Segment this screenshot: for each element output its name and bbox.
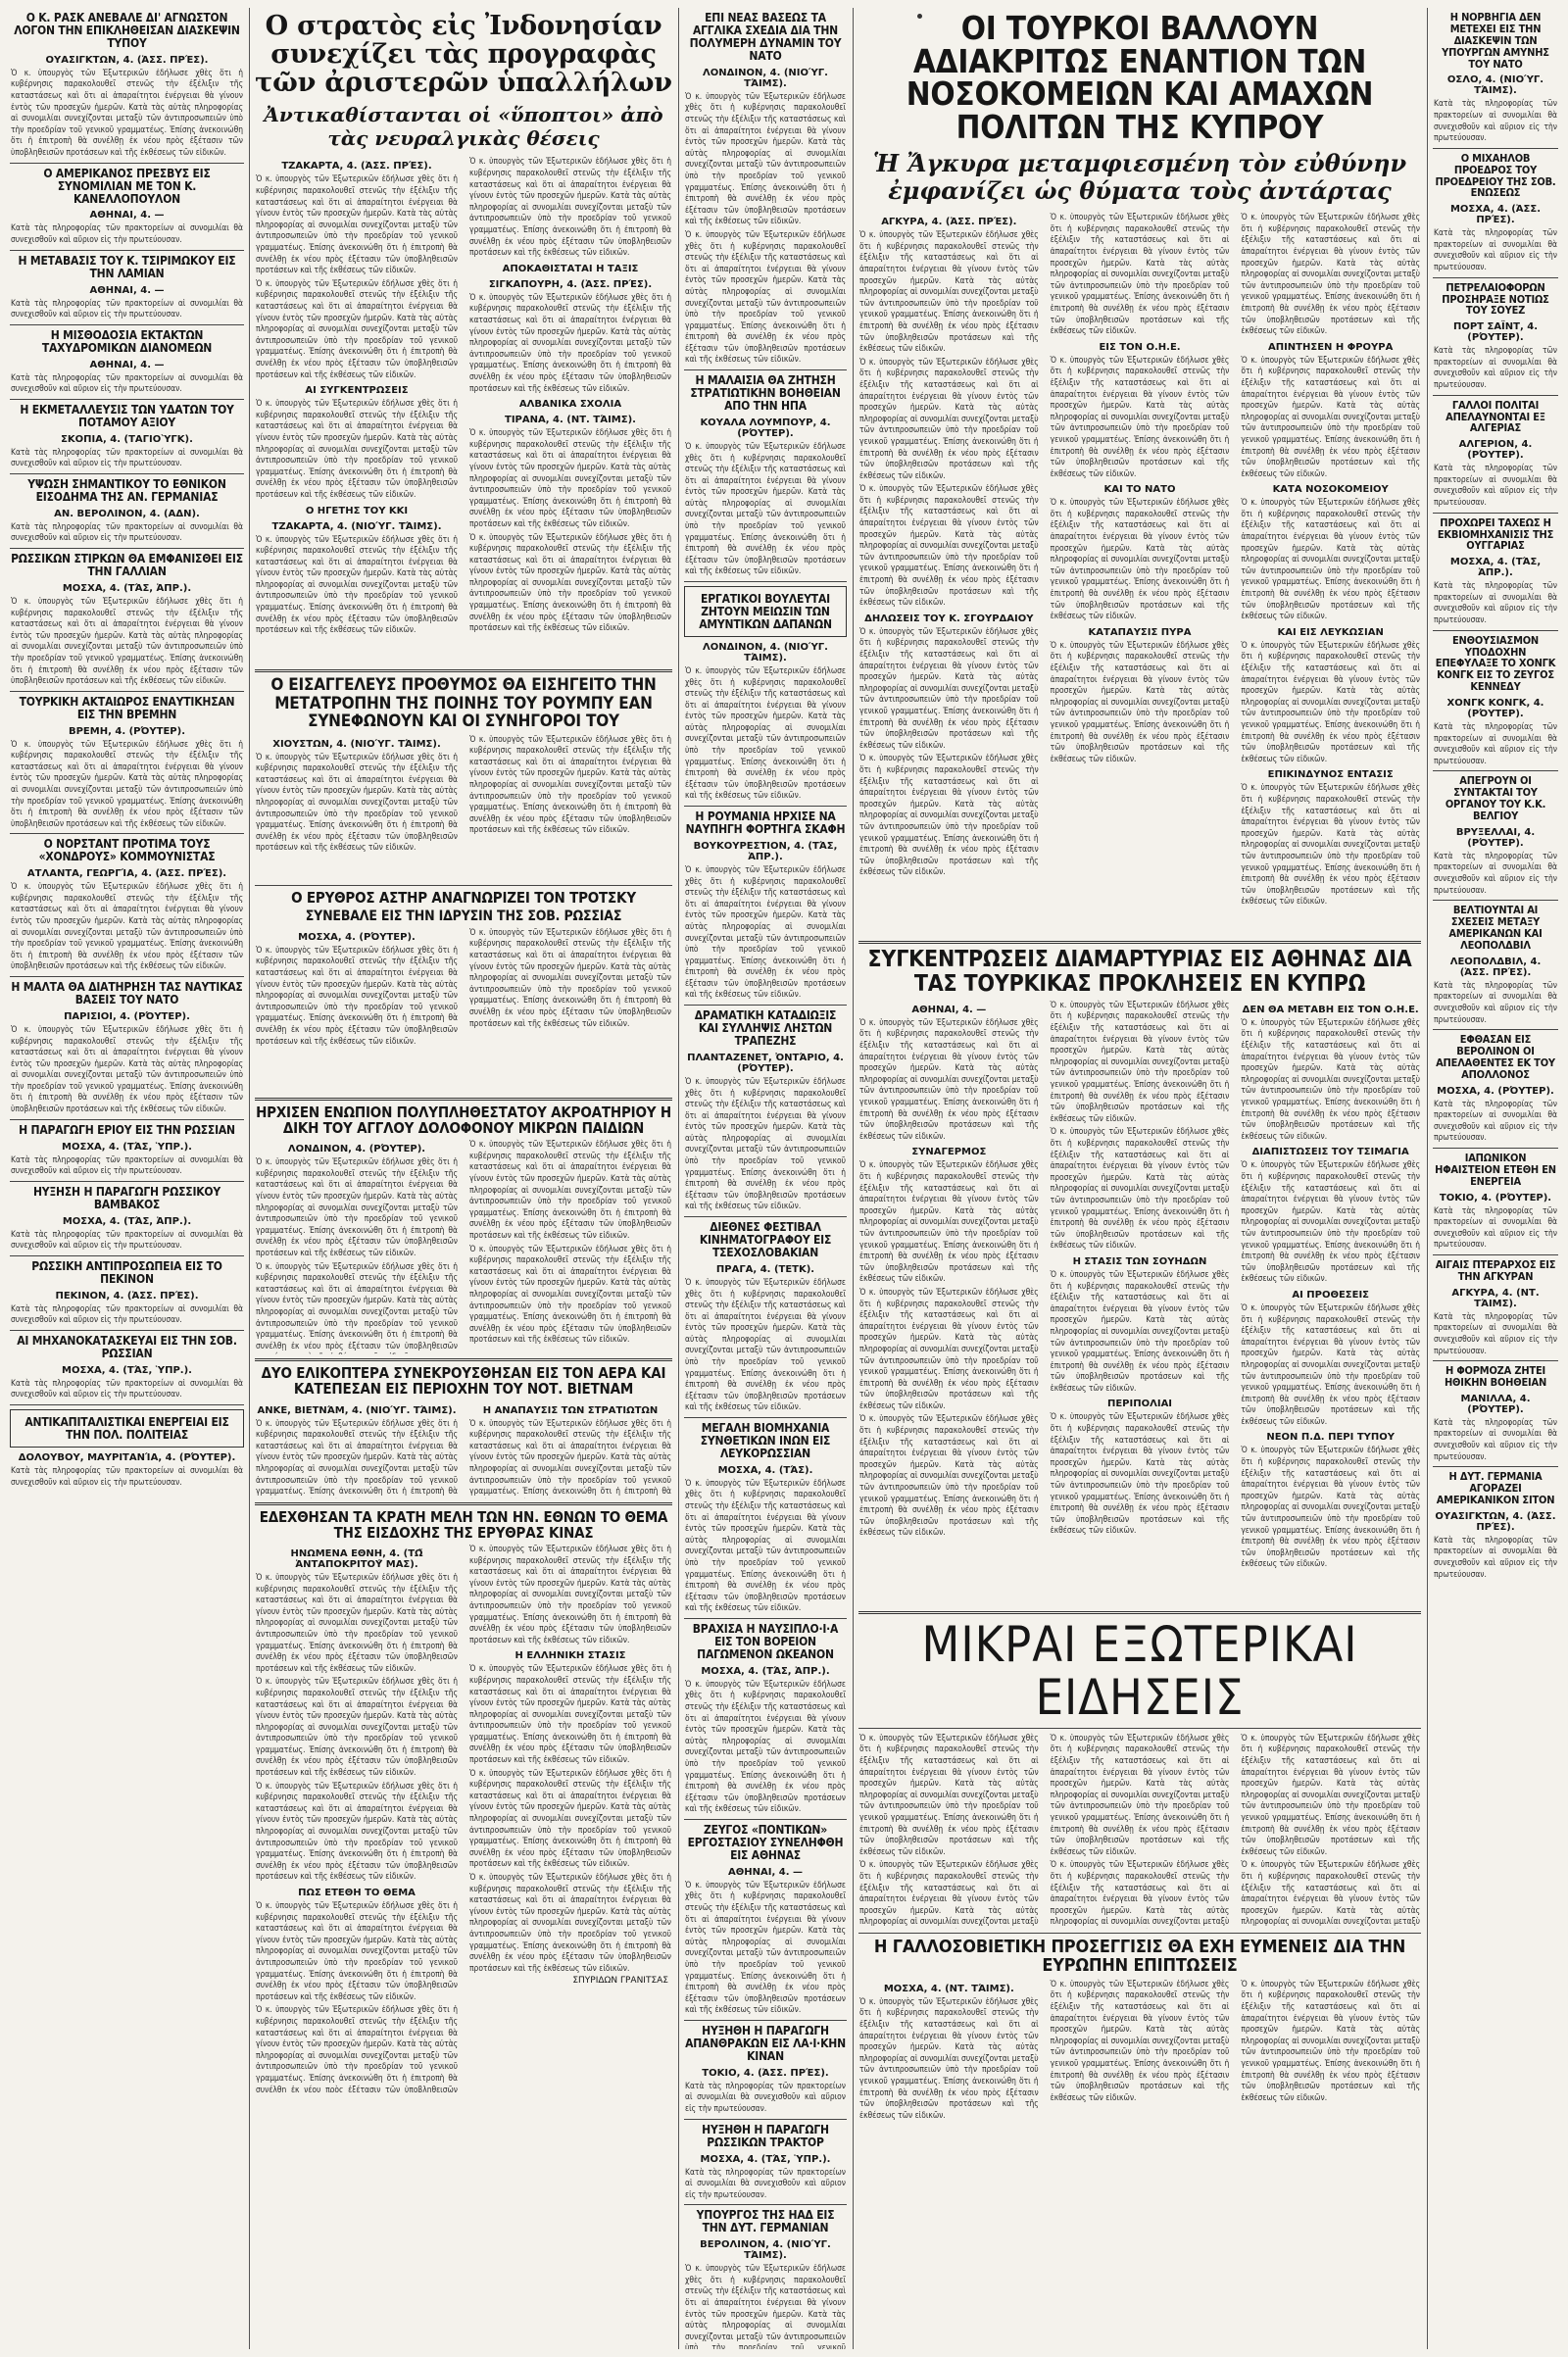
article-text [1241, 1159, 1420, 1285]
article-text [1434, 1417, 1557, 1462]
section-heading: ΕΠΙΚΙΝΔΥΝΟΣ ΕΝΤΑΣΙΣ [1267, 769, 1394, 781]
article-text [256, 1781, 458, 1883]
article-text [1241, 1302, 1420, 1428]
headline: ΥΨΩΣΗ ΣΗΜΑΝΤΙΚΟΥ ΤΟ ΕΘΝΙΚΟΝ ΕΙΣΟΔΗΜΑ ΤΗΣ ΑΝ. ΓΕΡΜΑΝΙΑΣ [27, 476, 226, 504]
article-text [1434, 721, 1557, 766]
headline: ΒΡΑΧΙΣΑ Η ΝΑΥΣΙΠΛΟ·Ι·Α ΕΙΣ ΤΟΝ ΒΟΡΕΙΟΝ ΠΑΓΩΜΕΝΟΝ ΩΚΕΑΝΟΝ [692, 1622, 839, 1661]
article-text [256, 173, 458, 275]
article-text [859, 1159, 1039, 1285]
article-columns [253, 156, 674, 665]
article-text [469, 927, 671, 1029]
article-text [256, 945, 458, 1047]
article-text [1241, 1733, 1420, 1858]
boxed-item [684, 586, 847, 637]
section-heading: ΠΩΣ ΕΤΕΘΗ ΤΟ ΘΕΜΑ [298, 1888, 416, 1898]
column-rule [678, 8, 679, 2349]
article-text [469, 1663, 671, 1765]
article-columns [253, 1139, 674, 1354]
article-text [685, 2081, 846, 2115]
article-text [1241, 212, 1420, 337]
dateline: ΛΟΝΔΙΝΟΝ, 4. (ΡΌΥΤΕΡ). [287, 1144, 426, 1155]
article-text [11, 298, 243, 320]
boxed-item [10, 1409, 244, 1448]
article-columns [253, 734, 674, 881]
article-text [1051, 212, 1230, 337]
dateline: ΤΖΑΚΑΡΤΑ, 4. (ΝΙΟΎΓ. ΤΆΙΜΣ). [271, 520, 442, 532]
section-heading: Ο ΗΓΕΤΗΣ ΤΟΥ ΚΚΙ [305, 505, 409, 516]
newspaper-page [8, 8, 1560, 2349]
headline: ΔΥΟ ΕΛΙΚΟΠΤΕΡΑ ΣΥΝΕΚΡΟΥΣΘΗΣΑΝ ΕΙΣ ΤΟΝ ΑΕΡΑ ΚΑΙ ΚΑΤΕΠΕΣΑΝ ΕΙΣ ΠΕΡΙΟΧΗΝ ΤΟΥ ΝΟΤ. ΒΙΕΤΝΑΜ [261, 1364, 666, 1399]
headline: Ο ΕΡΥΘΡΟΣ ΑΣΤΗΡ ΑΝΑΓΝΩΡΙΖΕΙ ΤΟΝ ΤΡΟΤΣΚΥ [291, 888, 636, 907]
dateline: ΤΟΚΙΟ, 4. (ἈΣΣ. ΠΡΈΣ). [702, 2067, 829, 2079]
article-text [469, 1768, 671, 1870]
section-heading: ΔΙΑΠΙΣΤΩΣΕΙΣ ΤΟΥ ΤΣΙΜΑΓΙΑ [1251, 1147, 1409, 1158]
section-heading: ΔΗΛΩΣΕΙΣ ΤΟΥ Κ. ΣΓΟΥΡΔΑΙΟΥ [864, 613, 1034, 624]
article-text [1051, 355, 1230, 480]
article-text [685, 1880, 846, 2016]
article-text [11, 1465, 243, 1488]
article-text [469, 1244, 671, 1346]
article-text [469, 1872, 671, 1974]
article-text [469, 734, 671, 836]
headline: Ο ΕΙΣΑΓΓΕΛΕΥΣ ΠΡΟΘΥΜΟΣ ΘΑ ΕΙΣΗΓΕΙΤΟ ΤΗΝ ΜΕΤΑΤΡΟΠΗΝ ΤΗΣ ΠΟΙΝΗΣ ΤΟΥ ΡΟΥΜΠΥ ΕΑΝ ΣΥΝΕΦΩΝΟΥΝ ΚΑΙ ΟΙ ΣΥΝΗΓΟΡΟΙ ΤΟΥ [270, 675, 657, 732]
article-text [11, 1378, 243, 1400]
headline: ΜΕΓΑΛΗ ΒΙΟΜΗΧΑΝΙΑ ΣΥΝΘΕΤΙΚΩΝ ΙΝΩΝ ΕΙΣ ΛΕΥΚΟΡΩΣΣΙΑΝ [700, 1421, 831, 1460]
headline: Η ΜΙΣΘΟΔΟΣΙΑ ΕΚΤΑΚΤΩΝ ΤΑΧΥΔΡΟΜΙΚΩΝ ΔΙΑΝΟΜΕΩΝ [41, 327, 213, 355]
column-rule [249, 8, 250, 2349]
dateline: ΟΥΑΣΙΓΚΤΩΝ, 4. (ἈΣΣ. ΠΡΈΣ). [1435, 1510, 1556, 1533]
dateline: ΑΝΚΕ, ΒΙΕΤΝΆΜ, 4. (ΝΙΟΎΓ. ΤΆΙΜΣ). [257, 1404, 457, 1416]
article-text [469, 1418, 671, 1498]
article-text [11, 881, 243, 972]
dateline: ΠΟΡΤ ΣΑΪΝΤ, 4. (ΡΌΥΤΕΡ). [1452, 321, 1539, 344]
article-text [1051, 497, 1230, 622]
dateline: ΜΟΣΧΑ, 4. (ΝΤ. ΤΆΙΜΣ). [883, 1983, 1014, 1994]
headline: ΗΡΧΙΣΕΝ ΕΝΩΠΙΟΝ ΠΟΛΥΠΛΗΘΕΣΤΑΤΟΥ ΑΚΡΟΑΤΗΡΙΟΥ Η ΔΙΚΗ ΤΟΥ ΑΓΓΛΟΥ ΔΟΛΟΦΟΝΟΥ ΜΙΚΡΩΝ ΠΑΙΔΙΩΝ [256, 1103, 671, 1138]
dateline: ΑΛΓΕΡΙΟΝ, 4. (ΡΌΥΤΕΡ). [1458, 439, 1533, 462]
section-heading: ΚΑΤΑ ΝΟΣΟΚΟΜΕΙΟΥ [1272, 484, 1389, 496]
article-text [11, 1024, 243, 1115]
article-text [685, 2167, 846, 2201]
article-text [1241, 1017, 1420, 1143]
headline: ΖΕΥΓΟΣ «ΠΟΝΤΙΚΩΝ» ΕΡΓΟΣΤΑΣΙΟΥ ΣΥΝΕΛΗΦΘΗ ΕΙΣ ΑΘΗΝΑΣ [687, 1823, 844, 1862]
section-heading: ΚΑΙ ΤΟ ΝΑΤΟ [1103, 484, 1176, 496]
dateline: ΜΟΣΧΑ, 4. (ΤΆΣ, ὙΠΡ.). [700, 2153, 831, 2165]
subheadline: Ἡ Ἄγκυρα μεταμφιεσμένη τὸν εὐθύνην ἐμφανίζει ὡς θύματα τοὺς ἀντάρτας [872, 148, 1407, 206]
dateline: ΑΘΗΝΑΙ, 4. — [911, 1004, 987, 1015]
headline: ΥΠΟΥΡΓΟΣ ΤΗΣ ΗΑΔ ΕΙΣ ΤΗΝ ΔΥΤ. ΓΕΡΜΑΝΙΑΝ [696, 2208, 835, 2235]
dateline: ΤΖΑΚΑΡΤΑ, 4. (ἈΣΣ. ΠΡΈΣ). [281, 161, 432, 172]
article-text [11, 739, 243, 830]
article-text [859, 753, 1039, 878]
headline: Ο ΜΙΧΑΗΛΟΒ ΠΡΟΕΔΡΟΣ ΤΟΥ ΠΡΟΕΔΡΕΙΟΥ ΤΗΣ ΣΟΒ. ΕΝΩΣΕΩΣ [1435, 151, 1556, 200]
article-text [1051, 1979, 1230, 2104]
article-text [469, 532, 671, 634]
headline: ΣΥΓΚΕΝΤΡΩΣΕΙΣ ΔΙΑΜΑΡΤΥΡΙΑΣ ΕΙΣ ΑΘΗΝΑΣ ΔΙΑ ΤΑΣ ΤΟΥΡΚΙΚΑΣ ΠΡΟΚΛΗΣΕΙΣ ΕΝ ΚΥΠΡΩ [867, 947, 1412, 998]
column-3 [682, 8, 849, 2349]
headline: ΗΥΞΗΣΗ Η ΠΑΡΑΓΩΓΗ ΡΩΣΣΙΚΟΥ ΒΑΜΒΑΚΟΣ [32, 1184, 221, 1211]
article-text [11, 1303, 243, 1326]
article-text [256, 1900, 458, 2002]
headline: ΑΙ ΜΗΧΑΝΟΚΑΤΑΣΚΕΥΑΙ ΕΙΣ ΤΗΝ ΣΟΒ. ΡΩΣΣΙΑΝ [17, 1333, 237, 1360]
article-text [1051, 640, 1230, 765]
article-text [256, 1572, 458, 1674]
article-text [1434, 1311, 1557, 1356]
article-text [1241, 640, 1420, 765]
dateline: ΑΓΚΥΡΑ, 4. (ἈΣΣ. ΠΡΈΣ). [881, 217, 1017, 228]
dateline: ΧΟΝΓΚ ΚΟΝΓΚ, 4. (ΡΌΥΤΕΡ). [1446, 698, 1544, 719]
article-columns [253, 927, 674, 1094]
dateline: ΠΡΑΓΑ, 4. (ΤΕΤΚ). [715, 1263, 815, 1275]
dateline: ΠΑΡΙΣΙΟΙ, 4. (ΡΌΥΤΕΡ). [64, 1010, 190, 1022]
article-text [256, 278, 458, 380]
headline: Η ΡΟΥΜΑΝΙΑ ΗΡΧΙΣΕ ΝΑ ΝΑΥΠΗΓΗ ΦΟΡΤΗΓΑ ΣΚΑΦΗ [685, 810, 846, 836]
article-text [685, 1076, 846, 1212]
headline: ΒΕΛΤΙΟΥΝΤΑΙ ΑΙ ΣΧΕΣΕΙΣ ΜΕΤΑΞΥ ΑΜΕΡΙΚΑΝΩΝ ΚΑΙ ΛΕΟΠΟΛΔΒΙΛ [1448, 904, 1543, 952]
dateline: ΤΙΡΑΝΑ, 4. (ΝΤ. ΤΆΙΜΣ). [505, 415, 636, 426]
section-heading: ΔΕΝ ΘΑ ΜΕΤΑΒΗ ΕΙΣ ΤΟΝ Ο.Η.Ε. [1242, 1004, 1419, 1015]
headline: ΑΙΓΑΙΣ ΠΤΕΡΑΡΧΟΣ ΕΙΣ ΤΗΝ ΑΓΚΥΡΑΝ [1435, 1258, 1556, 1283]
article-text [859, 229, 1039, 355]
column-4 [857, 8, 1423, 2349]
headline: ΤΟΥΡΚΙΚΗ ΑΚΤΑΙΩΡΟΣ ΕΝΑΥΤΙΚΗΣΑΝ ΕΙΣ ΤΗΝ ΒΡΕΜΗΝ [19, 694, 235, 721]
section-heading: ΑΠΙΝΤΗΣΕΝ Η ΦΡΟΥΡΑ [1267, 341, 1394, 353]
article-text [256, 1676, 458, 1778]
article-columns [253, 1400, 674, 1498]
article-columns [253, 1544, 674, 2092]
headline: ΠΕΤΡΕΛΑΙΟΦΟΡΩΝ ΠΡΟΣΗΡΑΞΕ ΝΟΤΙΩΣ ΤΟΥ ΣΟΥΕΖ [1442, 280, 1549, 318]
headline: ΑΠΕΓΡΟΥΝ ΟΙ ΣΥΝΤΑΚΤΑΙ ΤΟΥ ΟΡΓΑΝΟΥ ΤΟΥ Κ.Κ. ΒΕΛΓΙΟΥ [1445, 774, 1546, 822]
section-heading: Η ΑΝΑΠΑΥΣΙΣ ΤΩΝ ΣΤΡΑΤΙΩΤΩΝ [482, 1404, 659, 1416]
headline: Η ΠΑΡΑΓΩΓΗ ΕΡΙΟΥ ΕΙΣ ΤΗΝ ΡΩΣΣΙΑΝ [19, 1122, 235, 1137]
article-text [685, 2263, 846, 2349]
article-text [1434, 1205, 1557, 1251]
article-text [469, 1139, 671, 1241]
article-text [1434, 98, 1557, 143]
section-heading: Η ΣΤΑΣΙΣ ΤΩΝ ΣΟΥΗΔΩΝ [1072, 1255, 1207, 1267]
article-text [256, 1261, 458, 1355]
article-text [469, 427, 671, 529]
article-text [1434, 980, 1557, 1025]
dateline: ΔΟΛΟΥΒΟΥ, ΜΑΥΡΙΤΑΝΊΑ, 4. (ΡΌΥΤΕΡ). [18, 1451, 236, 1463]
article-columns [857, 1979, 1423, 2175]
dateline: ΠΕΚΙΝΟΝ, 4. (ἈΣΣ. ΠΡΈΣ). [55, 1290, 199, 1301]
dateline: ΒΟΥΚΟΥΡΕΣΤΙΟΝ, 4. (ΤΆΣ, ἈΠΡ.). [693, 840, 838, 862]
headline: Η ΝΟΡΒΗΓΙΑ ΔΕΝ ΜΕΤΕΧΕΙ ΕΙΣ ΤΗΝ ΔΙΑΣΚΕΨΙΝ ΤΩΝ ΥΠΟΥΡΓΩΝ ΑΜΥΝΗΣ ΤΟΥ ΝΑΤΟ [1442, 11, 1549, 71]
article-text [256, 752, 458, 854]
article-text [1241, 782, 1420, 908]
dateline: ΛΟΝΔΙΝΟΝ, 4. (ΝΙΟΎΓ. ΤΆΙΜΣ). [703, 67, 828, 89]
headline: ΙΑΠΩΝΙΚΟΝ ΗΦΑΙΣΤΕΙΟΝ ΕΤΕΘΗ ΕΝ ΕΝΕΡΓΕΙΑ [1435, 1152, 1556, 1188]
section-heading: ΠΕΡΙΠΟΛΙΑΙ [1106, 1399, 1173, 1410]
headline: Η ΜΑΛΤΑ ΘΑ ΔΙΑΤΗΡΗΣΗ ΤΑΣ ΝΑΥΤΙΚΑΣ ΒΑΣΕΙΣ ΤΟΥ ΝΑΤΟ [11, 980, 243, 1007]
headline: Η ΕΚΜΕΤΑΛΛΕΥΣΙΣ ΤΩΝ ΥΔΑΤΩΝ ΤΟΥ ΠΟΤΑΜΟΥ ΑΞΙΟΥ [20, 402, 234, 429]
dateline: ΧΙΟΥΣΤΩΝ, 4. (ΝΙΟΎΓ. ΤΆΙΜΣ). [272, 738, 441, 750]
article-text [859, 626, 1039, 752]
dateline: ΜΟΣΧΑ, 4. (ΤΆΣ). [717, 1464, 813, 1476]
article-text [256, 534, 458, 636]
article-text [859, 1287, 1039, 1412]
headline: ΔΡΑΜΑΤΙΚΗ ΚΑΤΑΔΙΩΞΙΣ ΚΑΙ ΣΥΛΛΗΨΙΣ ΛΗΣΤΩΝ ΤΡΑΠΕΖΗΣ [694, 1008, 837, 1048]
article-text [1241, 355, 1420, 480]
headline: Η ΜΑΛΑΙΣΙΑ ΘΑ ΖΗΤΗΣΗ ΣΤΡΑΤΙΩΤΙΚΗΝ ΒΟΗΘΕΙΑΝ ΑΠΟ ΤΗΝ ΗΠΑ [690, 373, 841, 413]
headline: Η ΜΕΤΑΒΑΣΙΣ ΤΟΥ Κ. ΤΣΙΡΙΜΩΚΟΥ ΕΙΣ ΤΗΝ ΛΑΜΙΑΝ [18, 253, 236, 280]
column-rule [1427, 8, 1428, 2349]
article-text [11, 68, 243, 159]
dateline: ΜΟΣΧΑ, 4. (ΡΌΥΤΕΡ). [298, 931, 416, 943]
article-text [1241, 1979, 1420, 2104]
article-text [859, 1733, 1039, 1858]
headline: ΡΩΣΣΙΚΗ ΑΝΤΙΠΡΟΣΩΠΕΙΑ ΕΙΣ ΤΟ ΠΕΚΙΝΟΝ [31, 1258, 222, 1286]
section-heading: ΑΛΒΑΝΙΚΑ ΣΧΟΛΙΑ [518, 399, 622, 411]
article-text [859, 483, 1039, 609]
article-text [1051, 1126, 1230, 1252]
article-text [859, 1413, 1039, 1539]
article-text [685, 665, 846, 802]
article-text [859, 357, 1039, 482]
dateline: ΟΣΛΟ, 4. (ΝΙΟΎΓ. ΤΆΙΜΣ). [1446, 74, 1544, 97]
section-heading: ΣΥΝΑΓΕΡΜΟΣ [911, 1147, 987, 1158]
article-text [685, 91, 846, 227]
article-text [1241, 1445, 1420, 1570]
headline: ΕΡΓΑΤΙΚΟΙ ΒΟΥΛΕΥΤΑΙ ΖΗΤΟΥΝ ΜΕΙΩΣΙΝ ΤΩΝ ΑΜΥΝΤΙΚΩΝ ΔΑΠΑΝΩΝ [699, 592, 832, 631]
dateline: ΑΘΗΝΑΙ, 4. — [89, 210, 165, 221]
article-text [1051, 1411, 1230, 1537]
headline: ΔΙΕΘΝΕΣ ΦΕΣΤΙΒΑΛ ΚΙΝΗΜΑΤΟΓΡΑΦΟΥ ΕΙΣ ΤΣΕΧΟΣΛΟΒΑΚΙΑΝ [699, 1220, 832, 1259]
section-heading: ΚΑΤΑΠΑΥΣΙΣ ΠΥΡΑ [1088, 626, 1192, 638]
headline: ΓΑΛΛΟΙ ΠΟΛΙΤΑΙ ΑΠΕΛΑΥΝΟΝΤΑΙ ΕΞ ΑΛΓΕΡΙΑΣ [1446, 398, 1545, 435]
headline-lead: Ο στρατὸς εἰς Ἰνδονησίαν συνεχίζει τὰς προγραφὰς τῶν ἀριστερῶν ὑπαλλήλων [255, 11, 672, 99]
article-text [1434, 227, 1557, 272]
dateline: ΒΡΕΜΗ, 4. (ΡΌΥΤΕΡ). [68, 725, 186, 737]
dateline: ΜΟΣΧΑ, 4. (ΤΆΣ, ἈΠΡ.). [62, 1215, 192, 1227]
article-text [11, 596, 243, 687]
dateline: ΗΝΩΜΕΝΑ ΕΘΝΗ, 4. (ΤΩ͂ ἈΝΤΑΠΟΚΡΙΤΟΥ͂ ΜΑΣ). [290, 1547, 423, 1570]
headline: Ο ΝΟΡΣΤΑΝΤ ΠΡΟΤΙΜΑ ΤΟΥΣ «ΧΟΝΔΡΟΥΣ» ΚΟΜΜΟΥΝΙΣΤΑΣ [38, 837, 216, 864]
dateline: ΜΑΝΙΛΛΑ, 4. (ΡΌΥΤΕΡ). [1460, 1393, 1531, 1415]
article-text [256, 1418, 458, 1498]
dateline: ΜΟΣΧΑ, 4. (ΤΆΣ, ἈΠΡ.). [62, 582, 192, 594]
dateline: ΚΟΥΑΛΑ ΛΟΥΜΠΟΥΡ, 4. (ΡΌΥΤΕΡ). [700, 417, 831, 439]
article-text [859, 1017, 1039, 1143]
headline: ΕΝΘΟΥΣΙΑΣΜΟΝ ΥΠΟΔΟΧΗΝ ΕΠΕΦΥΛΑΞΕ ΤΟ ΧΟΝΓΚ ΚΟΝΓΚ ΕΙΣ ΤΟ ΖΕΥΓΟΣ ΚΕΝΝΕΔΥ [1435, 633, 1556, 694]
headline: ΣΥΝΕΒΑΛΕ ΕΙΣ ΤΗΝ ΙΔΡΥΣΙΝ ΤΗΣ ΣΟΒ. ΡΩΣΣΙΑΣ [305, 908, 622, 924]
dateline: ΜΟΣΧΑ, 4. (ΡΌΥΤΕΡ). [1437, 1085, 1554, 1097]
dateline: ΑΤΛΑΝΤΑ, ΓΕΩΡΓΊΑ, 4. (ἈΣΣ. ΠΡΈΣ). [26, 868, 227, 880]
section-title: ΜΙΚΡΑΙ ΕΞΩΤΕΡΙΚΑΙ ΕΙΔΗΣΕΙΣ [921, 1615, 1358, 1726]
headline: ΕΔΕΧΘΗΣΑΝ ΤΑ ΚΡΑΤΗ ΜΕΛΗ ΤΩΝ ΗΝ. ΕΘΝΩΝ ΤΟ ΘΕΜΑ ΤΗΣ ΕΙΣΔΟΧΗΣ ΤΗΣ ΕΡΥΘΡΑΣ ΚΙΝΑΣ [259, 1507, 668, 1542]
headline: Ο ΑΜΕΡΙΚΑΝΟΣ ΠΡΕΣΒΥΣ ΕΙΣ ΣΥΝΟΜΙΛΙΑΝ ΜΕ ΤΟΝ Κ. ΚΑΝΕΛΛΟΠΟΥΛΟΝ [43, 166, 211, 206]
dateline: ΣΚΟΠΙΑ, 4. (ΤΑΓΙΟῪΓΚ). [61, 433, 193, 445]
section-heading: ΑΠΟΚΑΘΙΣΤΑΤΑΙ Η ΤΑΞΙΣ [502, 263, 639, 274]
headline: ΕΦΘΑΣΑΝ ΕΙΣ ΒΕΡΟΛΙΝΟΝ ΟΙ ΑΠΕΛΑΘΕΝΤΕΣ ΕΚ ΤΟΥ ΑΠΟΛΛΟΝΟΣ [1436, 1033, 1555, 1081]
dateline: ΑΘΗΝΑΙ, 4. — [89, 359, 165, 370]
section-heading: ΝΕΟΝ Π.Δ. ΠΕΡΙ ΤΥΠΟΥ [1266, 1432, 1395, 1444]
section-heading: ΑΙ ΣΥΓΚΕΝΤΡΩΣΕΙΣ [305, 385, 409, 397]
article-text [11, 372, 243, 395]
headline: ΕΠΙ ΝΕΑΣ ΒΑΣΕΩΣ ΤΑ ΑΓΓΛΙΚΑ ΣΧΕΔΙΑ ΔΙΑ ΤΗΝ ΠΟΛΥΜΕΡΗ ΔΥΝΑΜΙΝ ΤΟΥ ΝΑΤΟ [689, 11, 842, 63]
column-5 [1431, 8, 1560, 2349]
column-rule [853, 8, 854, 2349]
dateline: ΣΙΓΚΑΠΟΥΡΗ, 4. (ἈΣΣ. ΠΡΈΣ). [488, 278, 653, 290]
article-text [1051, 1269, 1230, 1395]
dateline: ΒΡΥΞΕΛΛΑΙ, 4. (ΡΌΥΤΕΡ). [1455, 826, 1536, 849]
column-2 [253, 8, 674, 2349]
dateline: ΛΕΟΠΟΛΔΒΙΛ, 4. (ἈΣΣ. ΠΡΈΣ). [1449, 956, 1542, 978]
dateline: ΑΝ. ΒΕΡΟΛΙΝΟΝ, 4. (ΑΔΝ). [54, 508, 200, 519]
article-text [685, 1277, 846, 1413]
article-text [1434, 463, 1557, 508]
article-text [859, 1996, 1039, 2122]
dateline: ΠΛΑΝΤΑΖΕΝΕΤ, ὈΝΤΆΡΙΟ, 4. (ΡΌΥΤΕΡ). [687, 1052, 844, 1074]
article-text [859, 1859, 1039, 1928]
dateline: ΜΟΣΧΑ, 4. (ΤΆΣ, ὙΠΡ.). [62, 1364, 192, 1376]
headline: ΠΡΟΧΩΡΕΙ ΤΑΧΕΩΣ Η ΕΚΒΙΟΜΗΧΑΝΙΣΙΣ ΤΗΣ ΟΥΓΓΑΡΙΑΣ [1437, 516, 1554, 553]
headline: ΑΝΤΙΚΑΠΙΤΑΛΙΣΤΙΚΑΙ ΕΝΕΡΓΕΙΑΙ ΕΙΣ ΤΗΝ ΠΟΛ. ΠΟΛΙΤΕΙΑΣ [24, 1415, 229, 1443]
headline: ΡΩΣΣΙΚΩΝ ΣΤΙΡΚΩΝ ΘΑ ΕΜΦΑΝΙΣΘΕΙ ΕΙΣ ΤΗΝ ΓΑΛΛΙΑΝ [11, 552, 243, 578]
article-text [11, 1229, 243, 1252]
article-text [256, 2004, 458, 2092]
article-text [469, 292, 671, 394]
article-text [1434, 345, 1557, 390]
article-columns [857, 1000, 1423, 1607]
article-columns [857, 1733, 1423, 1929]
article-text [469, 156, 671, 258]
article-text [685, 1478, 846, 1614]
dateline: ΑΓΚΥΡΑ, 4. (ΝΤ. ΤΆΙΜΣ). [1451, 1287, 1540, 1309]
article-text [256, 1156, 458, 1258]
article-text [685, 1679, 846, 1815]
article-text [11, 447, 243, 469]
headline: Ο Κ. ΡΑΣΚ ΑΝΕΒΑΛΕ ΔΙ' ΑΓΝΩΣΤΟΝ ΛΟΓΟΝ ΤΗΝ ΕΠΙΚΛΗΘΕΙΣΑΝ ΔΙΑΣΚΕΨΙΝ ΤΥΠΟΥ [14, 11, 240, 50]
dateline: ΜΟΣΧΑ, 4. (ΤΆΣ, ἈΠΡ.). [701, 1665, 830, 1677]
dateline: ΟΥΑΣΙΓΚΤΩΝ, 4. (ἈΣΣ. ΠΡΈΣ). [45, 54, 209, 66]
article-text [1241, 1859, 1420, 1928]
dateline: ΜΟΣΧΑ, 4. (ΤΆΣ, ὙΠΡ.). [62, 1141, 192, 1153]
byline: ΣΠΥΡΙΔΩΝ ΓΡΑΝΙΤΣΑΣ [572, 1976, 668, 1987]
dateline: ΑΘΗΝΑΙ, 4. — [728, 1866, 803, 1878]
headline-main: ΟΙ ΤΟΥΡΚΟΙ ΒΑΛΛΟΥΝ ΑΔΙΑΚΡΙΤΩΣ ΕΝΑΝΤΙΟΝ ΤΩΝ ΝΟΣΟΚΟΜΕΙΩΝ ΚΑΙ ΑΜΑΧΩΝ ΠΟΛΙΤΩΝ ΤΗΣ ΚΥΠΡΟΥ [906, 9, 1374, 146]
article-text [685, 864, 846, 1001]
article-text [1051, 1000, 1230, 1125]
article-text [256, 398, 458, 500]
article-text [11, 1154, 243, 1177]
headline: ΗΥΞΗΘΗ Η ΠΑΡΑΓΩΓΗ ΑΠΑΝΘΡΑΚΩΝ ΕΙΣ ΛΑ·Ι·ΚΗΝ ΚΙΝΑΝ [685, 2023, 846, 2063]
dateline: ΜΟΣΧΑ, 4. (ἈΣΣ. ΠΡΈΣ). [1449, 204, 1542, 226]
dateline: ΑΘΗΝΑΙ, 4. — [89, 284, 165, 296]
article-text [685, 229, 846, 366]
subheadline: Ἀντικαθίστανται οἱ «ὕποπτοι» ἀπὸ τὰς νευραλγικὰς θέσεις [264, 103, 663, 151]
article-text [1434, 580, 1557, 625]
article-text [1241, 497, 1420, 622]
headline: Η ΓΑΛΛΟΣΟΒΙΕΤΙΚΗ ΠΡΟΣΕΓΓΙΣΙΣ ΘΑ ΕΧΗ ΕΥΜΕΝΕΙΣ ΔΙΑ ΤΗΝ ΕΥΡΩΠΗΝ ΕΠΙΠΤΩΣΕΙΣ [873, 1936, 1406, 1977]
section-heading: ΕΙΣ ΤΟΝ Ο.Η.Ε. [1099, 341, 1181, 353]
section-heading: Η ΕΛΛΗΝΙΚΗ ΣΤΑΣΙΣ [514, 1650, 626, 1662]
article-text [469, 1544, 671, 1645]
column-1 [8, 8, 246, 2349]
article-text [1434, 1099, 1557, 1144]
article-columns [857, 212, 1423, 937]
dateline: ΛΟΝΔΙΝΟΝ, 4. (ΝΙΟΎΓ. ΤΆΙΜΣ). [703, 641, 828, 663]
headline: Η ΔΥΤ. ΓΕΡΜΑΝΙΑ ΑΓΟΡΑΖΕΙ ΑΜΕΡΙΚΑΝΙΚΟΝ ΣΙΤΟΝ [1436, 1470, 1555, 1506]
article-text [1434, 851, 1557, 896]
dateline: ΒΕΡΟΛΙΝΟΝ, 4. (ΝΙΟΎΓ. ΤΆΙΜΣ). [700, 2239, 831, 2262]
article-text [11, 521, 243, 544]
article-text [11, 222, 243, 245]
article-text [1434, 1535, 1557, 1580]
article-text [685, 441, 846, 577]
section-heading: ΑΙ ΠΡΟΘΕΣΕΙΣ [1292, 1289, 1370, 1301]
headline: Η ΦΟΡΜΟΖΑ ΖΗΤΕΙ ΗΘΙΚΗΝ ΒΟΗΘΕΙΑΝ [1444, 1364, 1547, 1389]
dateline: ΤΟΚΙΟ, 4. (ΡΌΥΤΕΡ). [1439, 1192, 1552, 1203]
headline: ΗΥΞΗΘΗ Η ΠΑΡΑΓΩΓΗ ΡΩΣΣΙΚΩΝ ΤΡΑΚΤΟΡ [702, 2122, 829, 2149]
section-heading: ΚΑΙ ΕΙΣ ΛΕΥΚΩΣΙΑΝ [1277, 626, 1384, 638]
dateline: ΜΟΣΧΑ, 4. (ΤΆΣ, ἈΠΡ.). [1449, 557, 1542, 579]
article-text [1051, 1859, 1230, 1928]
article-text [1051, 1733, 1230, 1858]
